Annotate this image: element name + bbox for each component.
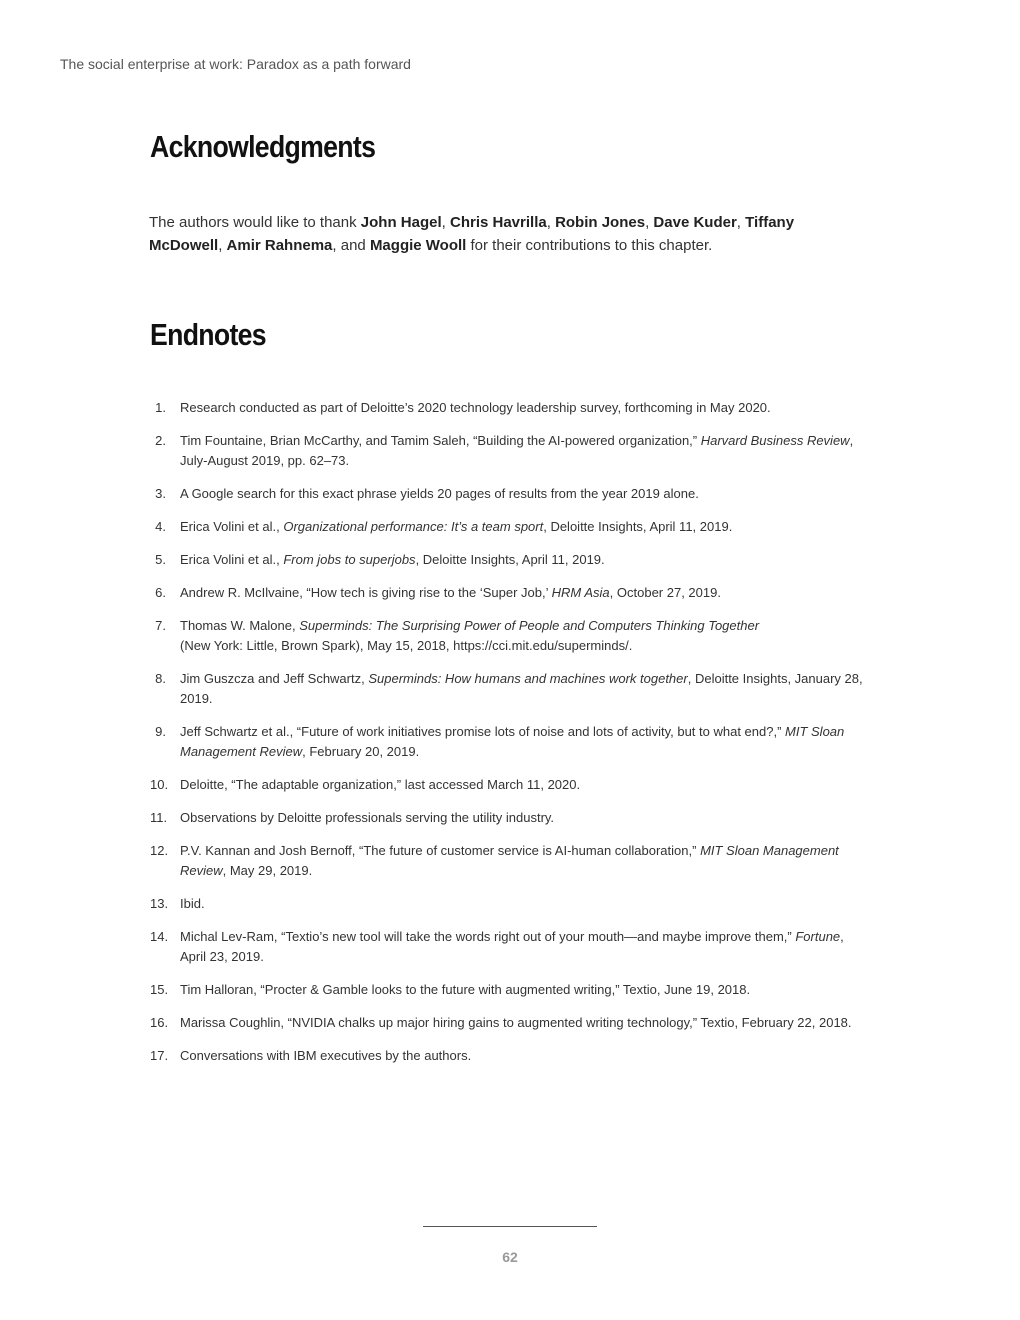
- endnote-text: [180, 777, 580, 792]
- endnote-number: 10.: [150, 777, 169, 792]
- ack-contributor-name: Amir Rahnema: [226, 237, 333, 254]
- endnote-text: [180, 929, 844, 964]
- ack-contributor-name: Tiffany McDowell: [149, 214, 795, 254]
- endnote-source-title: HRM Asia: [551, 585, 610, 600]
- endnote-text-segment: , May 29, 2019.: [222, 863, 313, 878]
- endnote-number: 9.: [155, 724, 166, 739]
- endnote-item: [150, 484, 870, 504]
- endnote-text: [180, 810, 554, 825]
- endnote-item: [150, 722, 870, 762]
- endnote-text: [180, 982, 750, 997]
- endnote-number: 17.: [150, 1048, 169, 1063]
- endnote-source-title: From jobs to superjobs: [283, 552, 416, 567]
- endnote-item: [150, 398, 870, 418]
- endnote-text-segment: Observations by Deloitte professionals serving the utility industry.: [180, 810, 555, 825]
- endnote-item: [150, 841, 870, 881]
- endnote-text: [180, 1015, 852, 1030]
- endnote-number: 11.: [150, 810, 168, 825]
- endnotes-list: [150, 398, 870, 1079]
- endnote-text-segment: Thomas W. Malone,: [180, 618, 300, 633]
- endnote-text-segment: Conversations with IBM executives by the authors.: [180, 1048, 472, 1063]
- footer-divider: [423, 1226, 597, 1227]
- endnote-number: 14.: [150, 929, 169, 944]
- endnote-source-title: Organizational performance: It’s a team sport: [283, 519, 544, 534]
- ack-contributor-name: Maggie Wooll: [369, 237, 467, 254]
- endnote-text-segment: , Deloitte Insights, April 11, 2019.: [543, 519, 733, 534]
- endnote-text-segment: A Google search for this exact phrase yields 20 pages of results from the year 2019 alone.: [180, 486, 699, 501]
- ack-contributor-name: Robin Jones: [555, 214, 646, 231]
- ack-separator: ,: [645, 214, 654, 231]
- ack-intro-text: The authors would like to thank: [149, 214, 361, 231]
- endnote-text: [180, 519, 732, 534]
- endnote-item: [150, 775, 870, 795]
- endnote-text-segment: , February 20, 2019.: [302, 744, 420, 759]
- endnote-text-segment: Tim Halloran, “Procter & Gamble looks to the future with augmented writing,” Textio, June 19, 2018.: [180, 982, 751, 997]
- endnote-item: [150, 980, 870, 1000]
- running-header: The social enterprise at work: Paradox as a path forward: [60, 56, 411, 72]
- endnote-text-segment: Deloitte, “The adaptable organization,” last accessed March 11, 2020.: [180, 777, 581, 792]
- endnote-text: [180, 486, 699, 501]
- endnote-text: [180, 400, 771, 415]
- endnote-text-segment: , Deloitte Insights, January 28, 2019.: [180, 671, 863, 706]
- endnote-number: 3.: [155, 486, 166, 501]
- endnote-text-segment: , April 23, 2019.: [180, 929, 844, 964]
- endnote-text: [180, 671, 863, 706]
- endnote-item: [150, 431, 870, 471]
- endnote-item: [150, 927, 870, 967]
- endnote-text-segment: (New York: Little, Brown Spark), May 15, 2018, https://cci.mit.edu/superminds/.: [180, 638, 633, 653]
- endnotes-heading: Endnotes: [150, 317, 266, 352]
- ack-separator: ,: [736, 214, 746, 231]
- endnote-text-segment: Michal Lev-Ram, “Textio’s new tool will take the words right out of your mouth—and maybe improve them,”: [180, 929, 796, 944]
- endnote-source-title: MIT Sloan Management Review: [180, 724, 845, 759]
- acknowledgments-paragraph: [149, 211, 839, 257]
- endnote-text: [180, 724, 844, 759]
- endnote-item: [150, 1013, 870, 1033]
- acknowledgments-heading: Acknowledgments: [150, 129, 376, 164]
- endnote-text-segment: Andrew R. McIlvaine, “How tech is giving rise to the ‘Super Job,’: [180, 585, 552, 600]
- endnote-source-title: Superminds: The Surprising Power of People and Computers Thinking Together: [299, 618, 760, 633]
- endnote-number: 15.: [150, 982, 169, 997]
- endnote-number: 12.: [150, 843, 169, 858]
- ack-separator: ,: [218, 237, 227, 254]
- endnote-item: [150, 583, 870, 603]
- endnote-text-segment: P.V. Kannan and Josh Bernoff, “The future of customer service is AI-human collaboration,”: [180, 843, 701, 858]
- endnote-text-segment: Marissa Coughlin, “NVIDIA chalks up major hiring gains to augmented writing technology,” Textio, February 22, 2018.: [180, 1015, 852, 1030]
- endnote-number: 5.: [155, 552, 166, 567]
- endnote-source-title: Harvard Business Review: [700, 433, 850, 448]
- endnote-item: [150, 616, 870, 656]
- endnote-text-segment: Erica Volini et al.,: [180, 552, 284, 567]
- endnote-item: [150, 1046, 870, 1066]
- endnote-text: [180, 843, 839, 878]
- endnote-item: [150, 894, 870, 914]
- endnote-text: [180, 433, 853, 468]
- endnote-item: [150, 517, 870, 537]
- endnote-item: [150, 808, 870, 828]
- endnote-number: 6.: [155, 585, 166, 600]
- ack-closing-text: for their contributions to this chapter.: [466, 237, 713, 254]
- endnote-number: 13.: [150, 896, 169, 911]
- endnote-source-title: Superminds: How humans and machines work together: [368, 671, 688, 686]
- ack-separator: ,: [441, 214, 450, 231]
- endnote-item: [150, 550, 870, 570]
- endnote-text: [180, 552, 605, 567]
- ack-contributor-name: Dave Kuder: [653, 214, 737, 231]
- endnote-text-segment: , July-August 2019, pp. 62–73.: [180, 433, 854, 468]
- endnote-text: [180, 1048, 471, 1063]
- endnote-text-segment: Research conducted as part of Deloitte’s 2020 technology leadership survey, forthcoming in May 2020.: [180, 400, 771, 415]
- endnote-number: 16.: [150, 1015, 169, 1030]
- endnote-number: 7.: [155, 618, 166, 633]
- endnote-number: 1.: [155, 400, 166, 415]
- endnote-number: 4.: [155, 519, 166, 534]
- endnote-number: 2.: [155, 433, 166, 448]
- ack-contributor-name: John Hagel: [360, 214, 442, 231]
- endnote-text: [180, 896, 205, 911]
- endnote-item: [150, 669, 870, 709]
- endnote-text-segment: Ibid.: [180, 896, 205, 911]
- endnote-number: 8.: [155, 671, 166, 686]
- endnote-text-segment: Erica Volini et al.,: [180, 519, 284, 534]
- ack-separator: , and: [332, 237, 370, 254]
- endnote-text-segment: Jim Guszcza and Jeff Schwartz,: [180, 671, 369, 686]
- endnote-source-title: MIT Sloan Management Review: [180, 843, 839, 878]
- endnote-text-segment: , Deloitte Insights, April 11, 2019.: [415, 552, 605, 567]
- endnote-text: [180, 618, 759, 653]
- endnote-text: [180, 585, 721, 600]
- ack-contributor-name: Chris Havrilla: [450, 214, 547, 231]
- endnote-text-segment: Tim Fountaine, Brian McCarthy, and Tamim Saleh, “Building the AI-powered organization,”: [180, 433, 701, 448]
- endnote-text-segment: Jeff Schwartz et al., “Future of work initiatives promise lots of noise and lots of activity, but to what end?,”: [180, 724, 786, 739]
- page-number: 62: [502, 1249, 518, 1265]
- ack-separator: ,: [546, 214, 556, 231]
- endnote-source-title: Fortune: [795, 929, 841, 944]
- endnote-text-segment: , October 27, 2019.: [609, 585, 721, 600]
